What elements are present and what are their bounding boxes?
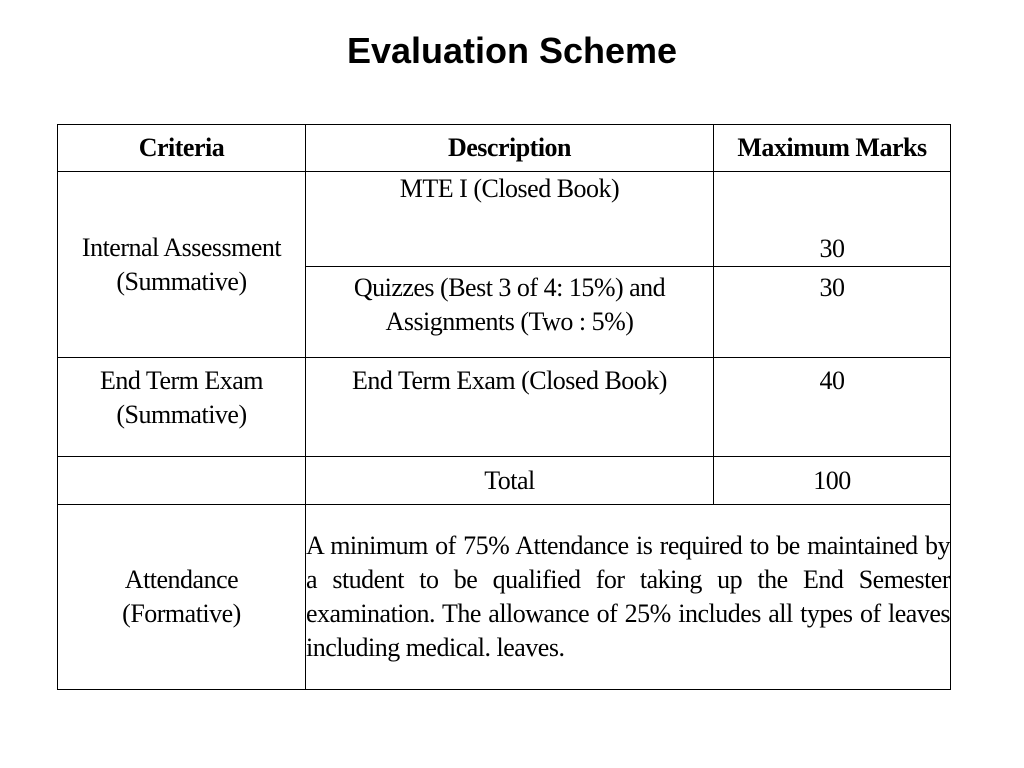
description-mte-line1: MTE I (Closed Book): [399, 174, 620, 203]
description-quizzes-line1: Quizzes (Best 3 of 4: 15%) and: [353, 273, 666, 302]
criteria-internal-assessment: [58, 172, 306, 358]
table-row-attendance: [58, 505, 951, 690]
criteria-attendance-line1: Attendance: [124, 565, 239, 595]
total-label: Total: [306, 457, 714, 505]
description-quizzes-line2: Assignments (Two : 5%): [385, 306, 634, 336]
criteria-attendance-line2: (Formative): [122, 599, 241, 628]
marks-mte: 30: [714, 172, 951, 267]
criteria-attendance: [58, 505, 306, 690]
criteria-internal-line1: Internal Assessment: [81, 232, 282, 262]
criteria-end-term-line2: (Summative): [116, 399, 247, 429]
table-row-end-term: [58, 358, 951, 457]
page-title: Evaluation Scheme: [346, 30, 678, 71]
evaluation-table: [57, 124, 951, 690]
marks-quizzes: 30: [714, 267, 951, 358]
description-attendance: A minimum of 75% Attendance is required to be maintained by a student to be qualified for taking up the End Semester examination. The allowance of 25% includes all types of leaves including medical. leaves.: [306, 505, 951, 690]
header-max-marks: Maximum Marks: [714, 125, 951, 172]
header-description: Description: [306, 125, 714, 172]
table-header-row: [58, 125, 951, 172]
table-row-total: [58, 457, 951, 505]
header-criteria: Criteria: [58, 125, 306, 172]
total-marks: 100: [714, 457, 951, 505]
marks-end-term: 40: [714, 358, 951, 457]
description-end-term: End Term Exam (Closed Book): [306, 358, 714, 457]
description-quizzes: [306, 267, 714, 358]
total-empty-cell: [58, 457, 306, 505]
criteria-internal-line2: (Summative): [116, 266, 247, 296]
criteria-end-term: [58, 358, 306, 457]
description-mte: [306, 172, 714, 267]
criteria-end-term-line1: End Term Exam: [99, 366, 264, 395]
table-row-mte: [58, 172, 951, 267]
